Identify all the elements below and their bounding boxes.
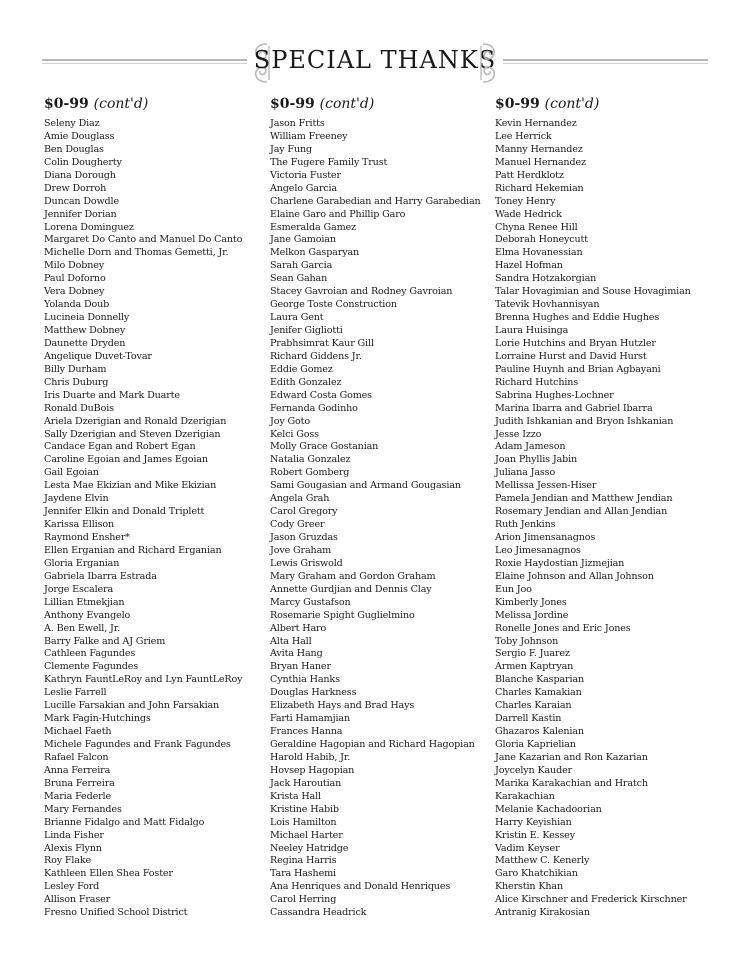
donor-name: Mellissa Jessen-Hiser	[495, 480, 597, 492]
donor-name: Sean Gahan	[270, 273, 328, 285]
donor-name: Ghazaros Kalenian	[495, 726, 584, 738]
donor-name: Diana Dorough	[44, 169, 116, 181]
donor-name: Candace Egan and Robert Egan	[44, 441, 196, 453]
donor-name: Lorena Dominguez	[44, 221, 134, 233]
donor-name: Duncan Dowdle	[44, 195, 119, 207]
donor-name: Kevin Hernandez	[495, 118, 577, 129]
header-rule-right-thin	[503, 63, 708, 64]
donor-name: Jane Gamoian	[270, 234, 336, 246]
donor-name: Elaine Garo and Phillip Garo	[270, 208, 406, 220]
heading-amount: $0-99	[44, 96, 89, 112]
donor-name: Hovsep Hagopian	[270, 764, 355, 776]
donor-name: Elma Hovanessian	[495, 247, 583, 259]
donor-name: Natalia Gonzalez	[270, 454, 351, 466]
donor-name: Harry Keyishian	[495, 816, 572, 828]
donor-name: Angelique Duvet-Tovar	[44, 350, 152, 362]
donor-name: Alta Hall	[270, 635, 312, 647]
donor-name: Fresno Unified School District	[44, 907, 188, 919]
donor-name: Michael Faeth	[44, 726, 112, 738]
column-heading	[44, 96, 284, 112]
donor-name: Jack Haroutian	[270, 777, 342, 789]
donor-name: Esmeralda Gamez	[270, 221, 356, 233]
donor-name: Laura Huisinga	[495, 325, 569, 336]
donor-column-3	[495, 96, 735, 920]
donor-name: Raymond Ensher*	[44, 532, 130, 543]
donor-name: Lewis Griswold	[270, 557, 343, 569]
header-rule-left-thin	[42, 63, 247, 64]
donor-name: Antranig Kirakosian	[495, 907, 590, 919]
donor-name: Molly Grace Gostanian	[270, 441, 379, 453]
donor-name: Lesta Mae Ekizian and Mike Ekizian	[44, 480, 217, 492]
donor-name: Milo Dobney	[44, 260, 105, 272]
donor-name: Jane Kazarian and Ron Kazarian	[495, 751, 648, 763]
donor-name: Adam Jameson	[495, 441, 566, 453]
donor-name: Amie Douglass	[44, 130, 115, 142]
donor-name: Kristin E. Kessey	[495, 829, 575, 841]
donor-name: Allison Fraser	[44, 894, 111, 906]
donor-name: Douglas Harkness	[270, 687, 357, 699]
donor-name: Lorie Hutchins and Bryan Hutzler	[495, 337, 656, 349]
donor-name: Angela Grah	[270, 493, 330, 505]
donor-name: Roxie Haydostian Jizmejian	[495, 557, 625, 569]
donor-name: Alice Kirschner and Frederick Kirschner	[495, 894, 687, 906]
donor-name: Ruth Jenkins	[495, 519, 556, 531]
donor-name: Jaydene Elvin	[44, 493, 109, 505]
header-rule-right	[503, 59, 708, 61]
donor-name: Cathleen Fagundes	[44, 648, 136, 660]
donor-name: William Freeney	[270, 130, 348, 142]
donor-name: Lillian Etmekjian	[44, 596, 125, 608]
donor-name: Brianne Fidalgo and Matt Fidalgo	[44, 816, 205, 828]
donor-name: Gail Egoian	[44, 467, 99, 479]
donor-name: Jason Gruzdas	[270, 532, 338, 543]
donor-name: Vadim Keyser	[495, 842, 560, 854]
donor-name: Sandra Hotzakorgian	[495, 273, 597, 285]
heading-amount: $0-99	[270, 96, 315, 112]
donor-name: Tara Hashemi	[270, 868, 336, 880]
donor-name: Deborah Honeycutt	[495, 234, 588, 246]
donor-name: Lois Hamilton	[270, 816, 337, 828]
column-heading	[270, 96, 510, 112]
donor-name: Sarah Garcia	[270, 260, 333, 272]
donor-name: Chris Duburg	[44, 376, 109, 388]
donor-name: Vera Dobney	[44, 286, 105, 298]
donor-name: Charles Kamakian	[495, 687, 582, 699]
donor-name: Kristine Habib	[270, 803, 339, 815]
donor-name: Jason Fritts	[270, 118, 325, 129]
donor-name: Gabriela Ibarra Estrada	[44, 570, 157, 582]
donor-name: Margaret Do Canto and Manuel Do Canto	[44, 234, 243, 246]
donor-name: Sally Dzerigian and Steven Dzerigian	[44, 428, 221, 440]
donor-name: Lee Herrick	[495, 130, 552, 142]
donor-name: Daunette Dryden	[44, 337, 126, 349]
donor-name: Anna Ferreira	[44, 764, 111, 776]
donor-name: Judith Ishkanian and Bryon Ishkanian	[495, 415, 674, 427]
donor-name: Caroline Egoian and James Egoian	[44, 454, 208, 466]
donor-name: Anthony Evangelo	[44, 609, 131, 621]
donor-name: Pauline Huynh and Brian Agbayani	[495, 363, 661, 375]
donor-name: Pamela Jendian and Matthew Jendian	[495, 493, 673, 505]
donor-name: Hazel Hofman	[495, 260, 563, 272]
donor-name: Sabrina Hughes-Lochner	[495, 389, 614, 401]
donor-name: Melkon Gasparyan	[270, 247, 360, 259]
donor-name: Ben Douglas	[44, 143, 104, 155]
heading-note: (cont'd)	[544, 96, 600, 112]
donor-name: Lucille Farsakian and John Farsakian	[44, 700, 220, 712]
donor-name: Annette Gurdjian and Dennis Clay	[270, 583, 432, 595]
donor-name: Michelle Dorn and Thomas Gemetti, Jr.	[44, 247, 229, 259]
donor-name: Rafael Falcon	[44, 751, 109, 763]
donor-name: Marcy Gustafson	[270, 596, 351, 608]
donor-name: Ana Henriques and Donald Henriques	[270, 881, 451, 893]
donor-name: Jove Graham	[270, 544, 332, 556]
donor-name: Victoria Fuster	[270, 169, 341, 181]
donor-name: Karissa Ellison	[44, 519, 114, 531]
donor-name: Patt Herdklotz	[495, 169, 564, 181]
donor-name: Toby Johnson	[495, 635, 559, 647]
donor-name: Harold Habib, Jr.	[270, 751, 351, 763]
donor-name: Melanie Kachadoorian	[495, 803, 602, 815]
donor-name: Edith Gonzalez	[270, 376, 342, 388]
donor-name: Alexis Flynn	[44, 842, 102, 854]
donor-name: Marina Ibarra and Gabriel Ibarra	[495, 402, 653, 414]
donor-list	[270, 118, 510, 920]
heading-note: (cont'd)	[93, 96, 149, 112]
donor-name: Melissa Jordine	[495, 609, 569, 621]
heading-amount: $0-99	[495, 96, 540, 112]
donor-name: Farti Hamamjian	[270, 713, 350, 725]
donor-name: Roy Flake	[44, 855, 92, 867]
donor-list	[495, 118, 735, 920]
donor-name: Matthew C. Kenerly	[495, 855, 590, 867]
donor-name: Paul Doforno	[44, 273, 106, 285]
donor-name: Linda Fisher	[44, 829, 104, 841]
donor-name: Billy Durham	[44, 363, 107, 375]
donor-name: Jesse Izzo	[495, 428, 542, 440]
donor-name: Clemente Fagundes	[44, 661, 139, 673]
donor-name: Kelci Goss	[270, 428, 319, 440]
donor-name: Leo Jimesanagnos	[495, 544, 581, 556]
donor-list	[44, 118, 284, 920]
donor-name: Lucineia Donnelly	[44, 312, 130, 324]
donor-name: Joy Goto	[270, 415, 310, 427]
donor-name: Ariela Dzerigian and Ronald Dzerigian	[44, 415, 227, 427]
donor-column-1	[44, 96, 284, 920]
donor-name: Kherstin Khan	[495, 881, 563, 893]
donor-name: Matthew Dobney	[44, 325, 126, 336]
donor-name: Garo Khatchikian	[495, 868, 578, 880]
donor-name: Charles Karaian	[495, 700, 572, 712]
donor-name: Seleny Diaz	[44, 118, 100, 129]
donor-name: Richard Hekemian	[495, 182, 584, 194]
donor-name: Angelo Garcia	[270, 182, 338, 194]
donor-name: Lorraine Hurst and David Hurst	[495, 350, 647, 362]
donor-name: Jay Fung	[270, 143, 312, 155]
donor-name: Bryan Haner	[270, 661, 331, 673]
donor-name: Jennifer Elkin and Donald Triplett	[44, 506, 205, 518]
donor-name: Cynthia Hanks	[270, 674, 340, 686]
page-title: SPECIAL THANKS	[253, 46, 497, 74]
donor-name: George Toste Construction	[270, 299, 397, 311]
donor-name: Ronelle Jones and Eric Jones	[495, 622, 631, 634]
donor-name: Neeley Hatridge	[270, 842, 349, 854]
donor-name: Fernanda Godinho	[270, 402, 358, 414]
donor-name: Mary Fernandes	[44, 803, 122, 815]
donor-name: Leslie Farrell	[44, 687, 107, 699]
donor-name: Carol Herring	[270, 894, 337, 906]
donor-name: Yolanda Doub	[44, 299, 110, 311]
donor-name: Eun Joo	[495, 583, 532, 595]
donor-name: Kathleen Ellen Shea Foster	[44, 868, 173, 880]
donor-name: Mary Graham and Gordon Graham	[270, 570, 436, 582]
donor-name: The Fugere Family Trust	[270, 156, 388, 168]
donor-name: Drew Dorroh	[44, 182, 107, 194]
donor-name: Jenifer Gigliotti	[270, 325, 343, 336]
donor-column-2	[270, 96, 510, 920]
donor-name: Avita Hang	[270, 648, 323, 660]
donor-name: Kathryn FauntLeRoy and Lyn FauntLeRoy	[44, 674, 243, 686]
donor-name: Marika Karakachian and Hratch	[495, 777, 648, 789]
donor-name: Darrell Kastin	[495, 713, 562, 725]
donor-name: Wade Hedrick	[495, 208, 562, 220]
donor-name: Regina Harris	[270, 855, 337, 867]
donor-name: Richard Giddens Jr.	[270, 350, 362, 362]
donor-name: Bruna Ferreira	[44, 777, 115, 789]
donor-name: Jorge Escalera	[44, 583, 114, 595]
donor-name: Michael Harter	[270, 829, 343, 841]
donor-name: Talar Hovagimian and Souse Hovagimian	[495, 286, 691, 298]
donor-name: Armen Kaptryan	[495, 661, 574, 673]
donor-name: Joan Phyllis Jabin	[495, 454, 578, 466]
donor-name: Gloria Kaprielian	[495, 739, 576, 750]
donor-name: Eddie Gomez	[270, 363, 333, 375]
donor-name: Edward Costa Gomes	[270, 389, 372, 401]
donor-name: Juliana Jasso	[495, 467, 556, 479]
donor-name: Toney Henry	[495, 195, 556, 207]
heading-note: (cont'd)	[319, 96, 375, 112]
donor-name: Colin Dougherty	[44, 156, 122, 168]
donor-name: Michele Fagundes and Frank Fagundes	[44, 739, 231, 750]
donor-name: Manuel Hernandez	[495, 156, 586, 168]
donor-name: Barry Falke and AJ Griem	[44, 635, 166, 647]
donor-name: Frances Hanna	[270, 726, 343, 738]
donor-name: Robert Gomberg	[270, 467, 350, 479]
donor-name: Cody Greer	[270, 519, 325, 531]
donor-name: Albert Haro	[270, 622, 327, 634]
header-rule-left	[42, 59, 247, 61]
donor-name: Ellen Erganian and Richard Erganian	[44, 544, 222, 556]
column-heading	[495, 96, 735, 112]
donor-name: Stacey Gavroian and Rodney Gavroian	[270, 286, 453, 298]
donor-name: Joycelyn Kauder	[495, 764, 573, 776]
donor-name: Sami Gougasian and Armand Gougasian	[270, 480, 461, 492]
donor-name: Blanche Kasparian	[495, 674, 584, 686]
donor-name: Gloria Erganian	[44, 557, 120, 569]
donor-name: Arion Jimensanagnos	[495, 532, 596, 543]
donor-name: Sergio F. Juarez	[495, 648, 570, 660]
donor-name: Kimberly Jones	[495, 596, 567, 608]
flourish-ornament-right-icon	[477, 38, 505, 88]
donor-name: Mark Fagin-Hutchings	[44, 713, 151, 725]
donor-name: Ronald DuBois	[44, 402, 114, 414]
donor-name: Jennifer Dorian	[44, 208, 117, 220]
donor-name: Tatevik Hovhannisyan	[495, 299, 600, 311]
donor-name: Brenna Hughes and Eddie Hughes	[495, 312, 660, 324]
donor-name: Prabhsimrat Kaur Gill	[270, 337, 374, 349]
donor-name: A. Ben Ewell, Jr.	[44, 622, 120, 634]
donor-name: Lesley Ford	[44, 881, 100, 893]
donor-name: Rosemary Jendian and Allan Jendian	[495, 506, 668, 518]
donor-name: Chyna Renee Hill	[495, 221, 578, 233]
donor-name: Elizabeth Hays and Brad Hays	[270, 700, 415, 712]
donor-name: Richard Hutchins	[495, 376, 579, 388]
donor-name: Manny Hernandez	[495, 143, 583, 155]
donor-name: Elaine Johnson and Allan Johnson	[495, 570, 654, 582]
donor-name: Laura Gent	[270, 312, 324, 324]
donor-name: Charlene Garabedian and Harry Garabedian	[270, 195, 481, 207]
page-header	[0, 38, 750, 88]
donor-name: Karakachian	[495, 790, 555, 802]
donor-name: Geraldine Hagopian and Richard Hagopian	[270, 739, 475, 750]
donor-name: Iris Duarte and Mark Duarte	[44, 389, 180, 401]
donor-name: Maria Federle	[44, 790, 111, 802]
donor-name: Carol Gregory	[270, 506, 338, 518]
donor-name: Rosemarie Spight Guglielmino	[270, 609, 415, 621]
donor-name: Krista Hall	[270, 790, 321, 802]
donor-name: Cassandra Headrick	[270, 907, 367, 919]
